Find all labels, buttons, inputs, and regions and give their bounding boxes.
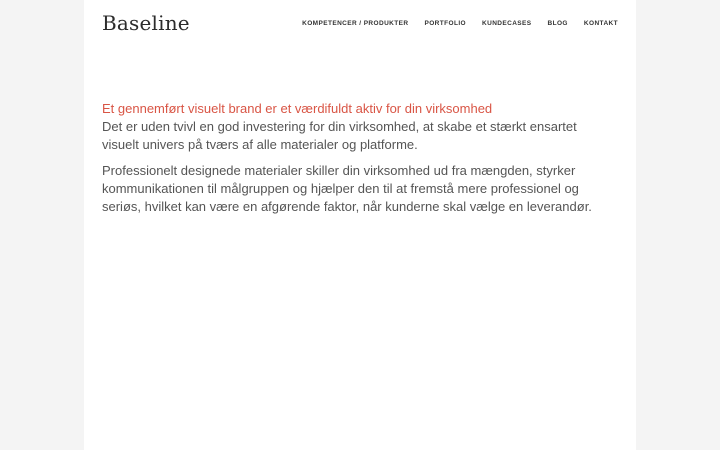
nav-item-kundecases[interactable]: KUNDECASES — [482, 20, 532, 27]
page-container — [84, 0, 636, 450]
main-content — [102, 100, 602, 216]
nav-item-blog[interactable]: BLOG — [547, 20, 568, 27]
body-paragraph: Professionelt designede materialer skiller din virksomhed ud fra mængden, styrker kommunikationen til målgruppen og hjælper den til at fremstå mere professionel og seriøs, hvilket kan være en afgørende faktor, når kunderne skal vælge en leverandør. — [102, 163, 592, 214]
nav-item-portfolio[interactable]: PORTFOLIO — [424, 20, 466, 27]
nav-item-kontakt[interactable]: KONTAKT — [583, 20, 618, 27]
section-heading: Et gennemført visuelt brand er et værdifuldt aktiv for din virksomhed — [102, 101, 493, 116]
logo[interactable]: Baseline — [102, 11, 190, 35]
main-nav — [302, 18, 618, 30]
nav-item-kompetencer[interactable]: KOMPETENCER / PRODUKTER — [302, 20, 409, 27]
site-header — [84, 0, 636, 48]
intro-text: Det er uden tvivl en god investering for din virksomhed, at skabe et stærkt ensartet visuelt univers på tværs af alle materialer og platforme. — [102, 119, 577, 152]
